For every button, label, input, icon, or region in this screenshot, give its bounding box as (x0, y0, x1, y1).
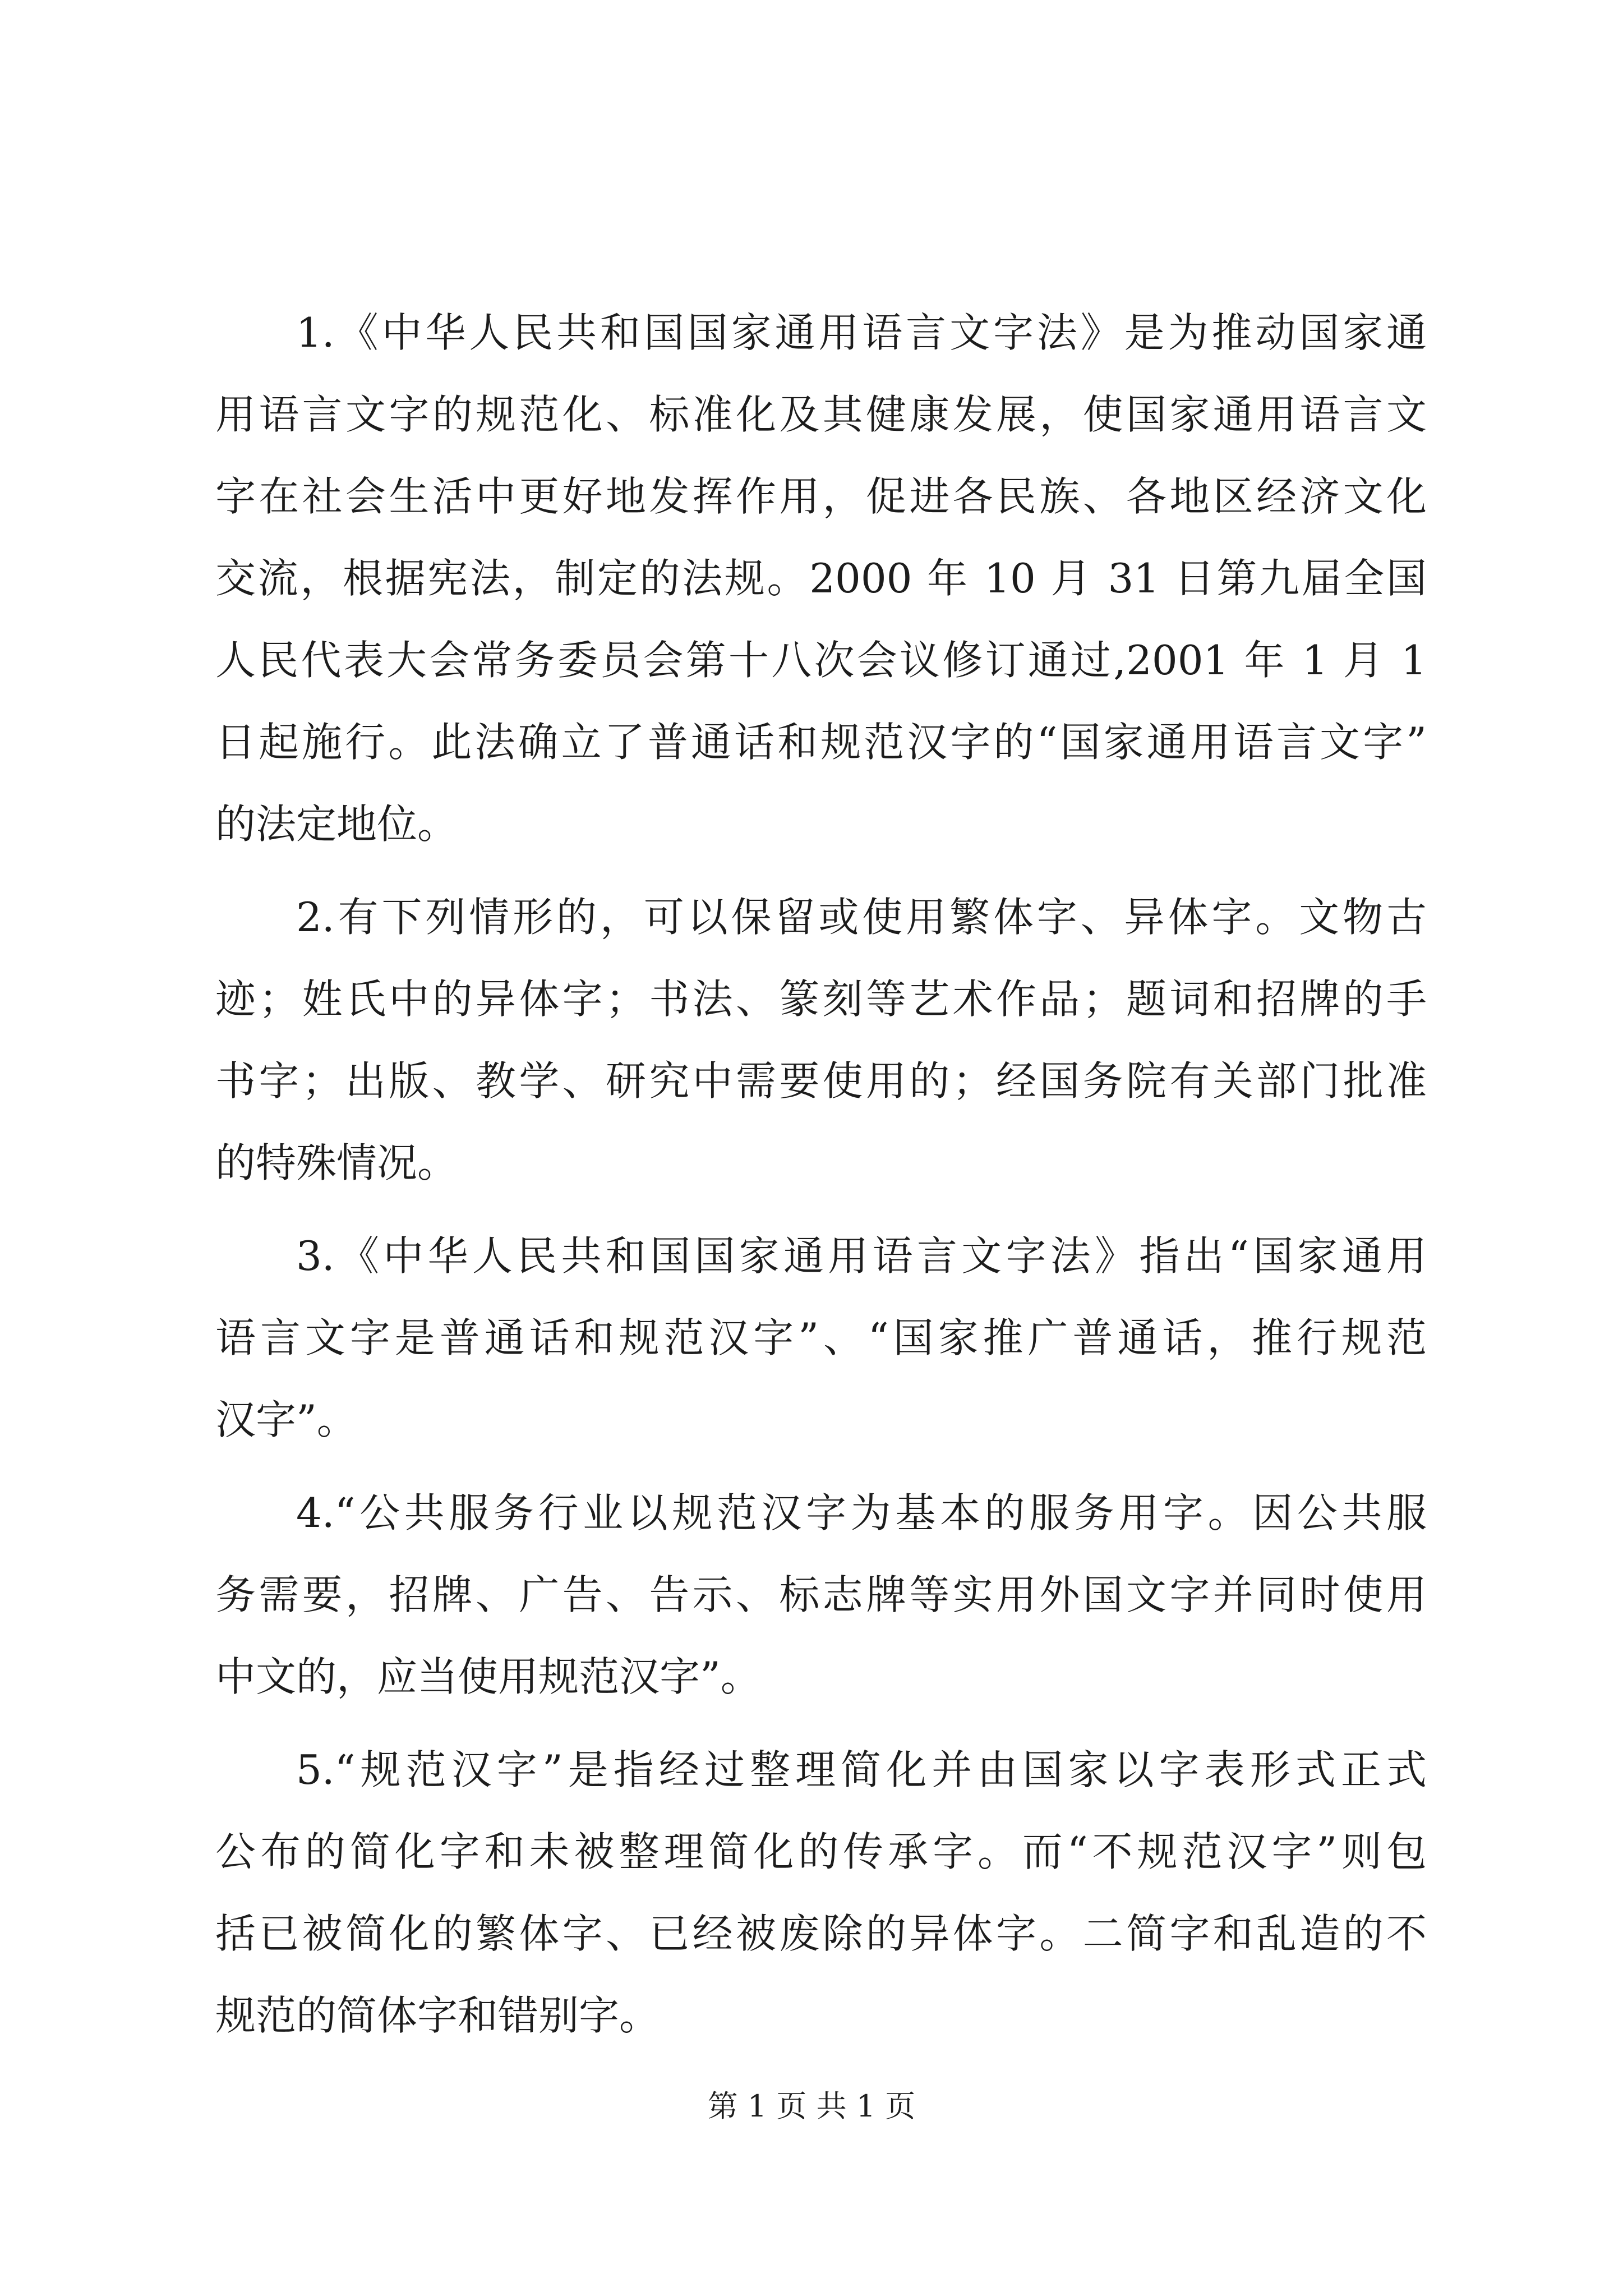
text-line: 的法定地位。 (215, 800, 458, 848)
text-line: 公布的简化字和未被整理简化的传承字。而“不规范汉字”则包 (215, 1828, 1427, 1875)
paragraph-4 (215, 1472, 1427, 1718)
text-line: 务需要，招牌、广告、告示、标志牌等实用外国文字并同时使用 (215, 1571, 1427, 1618)
text-line: 的特殊情况。 (215, 1139, 458, 1186)
text-line: 日起施行。此法确立了普通话和规范汉字的“国家通用语言文字” (215, 719, 1427, 766)
paragraph-2 (215, 876, 1427, 1204)
page-footer (0, 2087, 1623, 2126)
document-body (215, 292, 1427, 2068)
text-line: 规范的简体字和错别字。 (215, 1992, 660, 2039)
text-line: 书字；出版、教学、研究中需要使用的；经国务院有关部门批准 (215, 1057, 1427, 1105)
text-line: 语言文字是普通话和规范汉字”、“国家推广普通话，推行规范 (215, 1314, 1427, 1361)
text-line: 人民代表大会常务委员会第十八次会议修订通过,2001 年 1 月 1 (215, 637, 1427, 684)
text-line: 5.“规范汉字”是指经过整理简化并由国家以字表形式正式 (296, 1746, 1427, 1793)
paragraph-1 (215, 292, 1427, 865)
text-line: 括已被简化的繁体字、已经被废除的异体字。二简字和乱造的不 (215, 1910, 1427, 1957)
text-line: 交流，根据宪法，制定的法规。2000 年 10 月 31 日第九届全国 (215, 555, 1427, 602)
text-line: 汉字”。 (215, 1396, 357, 1443)
text-line: 3.《中华人民共和国国家通用语言文字法》指出“国家通用 (296, 1232, 1427, 1280)
text-line: 用语言文字的规范化、标准化及其健康发展，使国家通用语言文 (215, 391, 1427, 438)
text-line: 2.有下列情形的，可以保留或使用繁体字、异体字。文物古 (296, 894, 1427, 941)
text-line: 4.“公共服务行业以规范汉字为基本的服务用字。因公共服 (296, 1489, 1427, 1536)
page-number-label: 第 1 页 共 1 页 (707, 2088, 916, 2124)
text-line: 中文的，应当使用规范汉字”。 (215, 1653, 761, 1700)
text-line: 1.《中华人民共和国国家通用语言文字法》是为推动国家通 (296, 309, 1427, 356)
text-line: 字在社会生活中更好地发挥作用，促进各民族、各地区经济文化 (215, 473, 1427, 520)
paragraph-5 (215, 1729, 1427, 2056)
text-line: 迹；姓氏中的异体字；书法、篆刻等艺术作品；题词和招牌的手 (215, 976, 1427, 1023)
paragraph-3 (215, 1215, 1427, 1461)
